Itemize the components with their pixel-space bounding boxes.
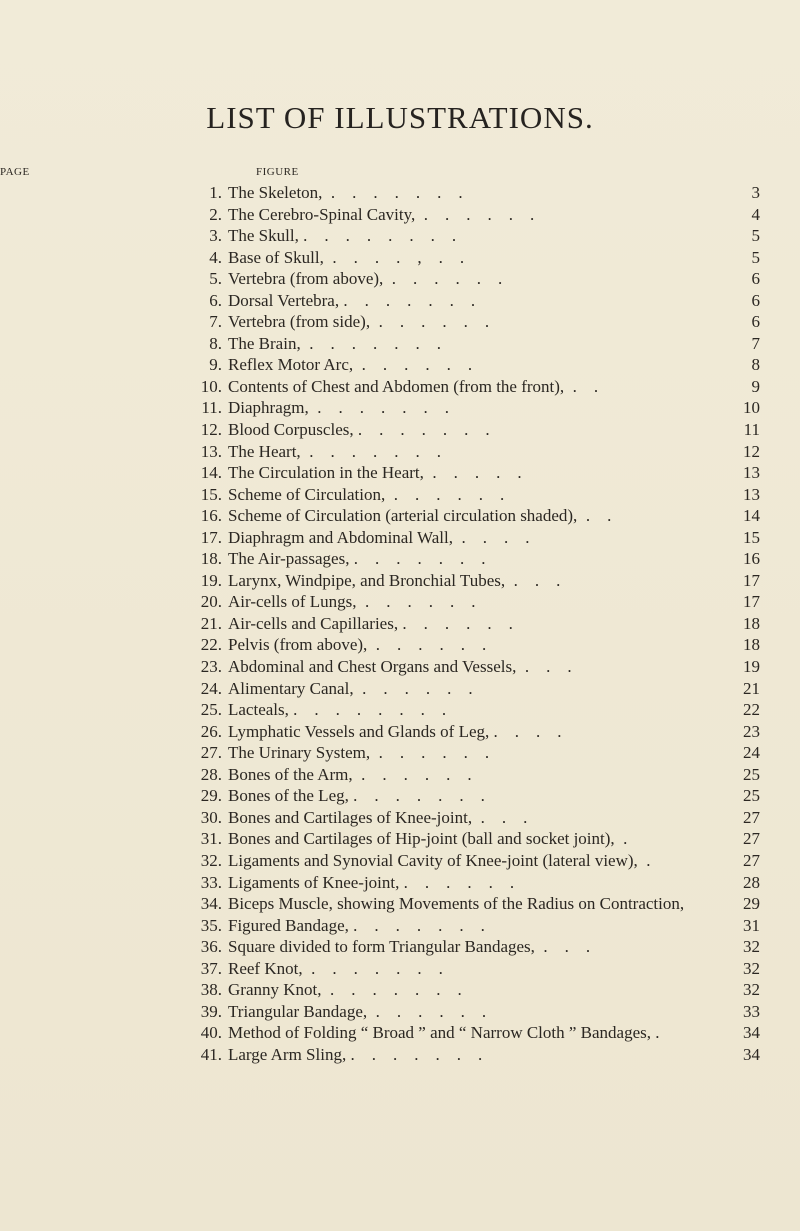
figure-title: Lacteals, . — [228, 700, 298, 720]
figure-number: 24. — [200, 678, 222, 698]
list-item — [0, 290, 800, 312]
leader-dots: . . — [577, 506, 612, 526]
list-item — [0, 785, 800, 807]
figure-title: Alimentary Canal, — [228, 678, 354, 698]
list-item — [0, 936, 800, 958]
figure-label — [228, 268, 754, 290]
figure-number: 6. — [209, 290, 222, 310]
figure-title: The Urinary System, — [228, 743, 371, 763]
figure-label — [228, 548, 754, 570]
figure-title: Blood Corpuscles, . — [228, 420, 363, 440]
figure-number: 28. — [200, 764, 222, 784]
figure-title: Diaphragm, — [228, 398, 309, 418]
figure-label — [228, 462, 754, 484]
figure-number: 2. — [209, 204, 222, 224]
figure-number: 1. — [209, 183, 222, 202]
list-item — [0, 613, 800, 635]
page-number: 25 — [743, 786, 760, 806]
page-number: 34 — [743, 1044, 760, 1064]
page-number: 8 — [751, 355, 760, 375]
leader-dots: . . . . . . . — [321, 980, 462, 1000]
figure-number: 38. — [200, 980, 222, 1000]
leader-dots: . . . . . . — [353, 678, 473, 698]
figure-title: Bones and Cartilages of Hip-joint (ball and socket joint), — [228, 829, 615, 849]
list-item — [0, 1001, 800, 1023]
list-item — [0, 721, 800, 743]
leader-dots: . . — [564, 376, 599, 396]
figure-number: 30. — [200, 807, 222, 827]
list-item — [0, 505, 800, 527]
leader-dots: . . . . . . . — [307, 226, 457, 246]
list-item — [0, 807, 800, 829]
list-item — [0, 958, 800, 980]
figure-number: 34. — [200, 894, 222, 914]
figure-label — [228, 1044, 754, 1066]
leader-dots: . . . . . . — [347, 290, 476, 310]
figure-number: 21. — [200, 613, 222, 633]
figure-number: 18. — [200, 549, 222, 569]
figure-number: 22. — [200, 635, 222, 655]
figure-label — [228, 721, 754, 743]
list-item — [0, 828, 800, 850]
list-item — [0, 570, 800, 592]
page-number: 23 — [743, 721, 760, 741]
figure-title: Base of Skull, — [228, 247, 324, 267]
page-number: 34 — [743, 1023, 760, 1043]
page-number: 16 — [743, 549, 760, 569]
page-number: 18 — [743, 635, 760, 655]
figure-title: Vertebra (from above), — [228, 269, 384, 289]
figure-title: Large Arm Sling, . — [228, 1044, 355, 1064]
leader-dots: . . . . . . — [357, 915, 485, 935]
figure-title: Contents of Chest and Abdomen (from the front), — [228, 376, 565, 396]
figure-number: 10. — [200, 376, 222, 396]
leader-dots: . . . . . . — [356, 592, 476, 612]
figure-number: 7. — [209, 312, 222, 332]
figure-label — [228, 484, 754, 506]
figure-label — [228, 785, 754, 807]
leader-dots: . . . — [516, 657, 572, 677]
figure-label — [228, 764, 754, 786]
leader-dots: . . . . — [452, 527, 530, 547]
leader-dots: . . . . . . . — [308, 398, 449, 418]
figure-title: Scheme of Circulation, — [228, 484, 386, 504]
figure-label — [228, 613, 754, 635]
figure-label — [228, 872, 754, 894]
leader-dots: . . . — [505, 570, 561, 590]
figure-label — [228, 441, 754, 463]
leader-dots: . . . . , . . — [323, 247, 465, 267]
page-number: 22 — [743, 700, 760, 720]
leader-dots: . . . . . . . — [300, 333, 441, 353]
leader-dots: . . . . . — [407, 872, 515, 892]
figure-number: 41. — [200, 1044, 222, 1064]
leader-dots: . . . . . . . — [322, 183, 463, 202]
figure-title: Scheme of Circulation (arterial circulation shaded), — [228, 506, 578, 526]
figure-label — [228, 225, 754, 247]
figure-label — [228, 247, 754, 269]
leader-dots: . . . . . . — [383, 269, 503, 289]
figure-label — [228, 828, 754, 850]
figure-number: 14. — [200, 463, 222, 483]
figure-title: Figured Bandage, . — [228, 915, 358, 935]
page-number: 15 — [743, 527, 760, 547]
page-number: 3 — [751, 183, 760, 202]
leader-dots: . . . . . . — [370, 743, 490, 763]
figure-number: 37. — [200, 958, 222, 978]
figure-number: 13. — [200, 441, 222, 461]
figure-label — [228, 290, 754, 312]
figure-label — [228, 397, 754, 419]
figure-number: 5. — [209, 269, 222, 289]
figure-title: Granny Knot, — [228, 980, 322, 1000]
leader-dots: . . . . . . — [370, 312, 490, 332]
figure-number: 17. — [200, 527, 222, 547]
page-number: 32 — [743, 980, 760, 1000]
figure-title: Reef Knot, — [228, 958, 303, 978]
page-number: 27 — [743, 807, 760, 827]
list-item — [0, 979, 800, 1001]
figure-title: The Skull, . — [228, 226, 308, 246]
list-item — [0, 1044, 800, 1066]
leader-dots: . . . . . . — [352, 764, 472, 784]
page-number: 9 — [751, 376, 760, 396]
figure-number: 9. — [209, 355, 222, 375]
figure-number: 32. — [200, 850, 222, 870]
leader-dots: . . . . . — [423, 463, 522, 483]
figure-number: 35. — [200, 915, 222, 935]
page-number: 5 — [751, 226, 760, 246]
leader-dots: . . . . . . — [415, 204, 535, 224]
figure-title: The Air-passages, . — [228, 549, 358, 569]
leader-dots: . . . . . . — [353, 355, 473, 375]
figure-column-header: FIGURE — [256, 166, 299, 178]
list-item — [0, 591, 800, 613]
page-number: 4 — [751, 204, 760, 224]
leader-dots: . . . — [472, 807, 528, 827]
leader-dots: . — [637, 850, 651, 870]
leader-dots: . — [614, 829, 628, 849]
figure-label — [228, 311, 754, 333]
figure-number: 26. — [200, 721, 222, 741]
figure-label — [228, 656, 754, 678]
page-column-header: PAGE — [0, 166, 30, 178]
figure-title: Bones of the Arm, — [228, 764, 353, 784]
figure-title: Square divided to form Triangular Bandages, — [228, 937, 535, 957]
leader-dots: . . . . . . — [357, 549, 486, 569]
figure-title: The Cerebro-Spinal Cavity, — [228, 204, 416, 224]
list-item — [0, 225, 800, 247]
page-number: 27 — [743, 850, 760, 870]
page-number: 31 — [743, 915, 760, 935]
list-item — [0, 182, 800, 204]
figure-number: 4. — [209, 247, 222, 267]
figure-title: The Skeleton, — [228, 183, 323, 202]
leader-dots: . . . . . . — [385, 484, 505, 504]
list-item — [0, 656, 800, 678]
figure-title: The Circulation in the Heart, — [228, 463, 424, 483]
page-number: 6 — [751, 312, 760, 332]
figure-label — [228, 958, 754, 980]
page-number: 25 — [743, 764, 760, 784]
figure-number: 27. — [200, 743, 222, 763]
figure-title: Ligaments and Synovial Cavity of Knee-joint (lateral view), — [228, 850, 638, 870]
page-number: 27 — [743, 829, 760, 849]
list-item — [0, 311, 800, 333]
page-title: LIST OF ILLUSTRATIONS. — [206, 100, 594, 135]
list-item — [0, 247, 800, 269]
figure-title: Vertebra (from side), — [228, 312, 371, 332]
figure-title: Diaphragm and Abdominal Wall, — [228, 527, 453, 547]
figure-label — [228, 979, 754, 1001]
figure-label — [228, 915, 754, 937]
figure-title: Lymphatic Vessels and Glands of Leg, . — [228, 721, 498, 741]
figure-title: Triangular Bandage, — [228, 1001, 368, 1021]
figure-label — [228, 807, 754, 829]
page-number: 33 — [743, 1001, 760, 1021]
page-number: 11 — [743, 420, 760, 440]
page-number: 6 — [751, 290, 760, 310]
figure-label — [228, 893, 754, 915]
list-item — [0, 678, 800, 700]
figure-label — [228, 1022, 754, 1044]
figure-label — [228, 850, 754, 872]
figure-number: 23. — [200, 657, 222, 677]
page-number: 18 — [743, 613, 760, 633]
figure-number: 16. — [200, 506, 222, 526]
leader-dots: . . . . . . — [367, 1001, 487, 1021]
figure-title: Air-cells of Lungs, — [228, 592, 357, 612]
figure-number: 36. — [200, 937, 222, 957]
page-number: 21 — [743, 678, 760, 698]
figure-title: Dorsal Vertebra, . — [228, 290, 348, 310]
figure-number: 3. — [209, 226, 222, 246]
list-item — [0, 484, 800, 506]
leader-dots: . . . . . . . — [300, 441, 441, 461]
figure-number: 12. — [200, 420, 222, 440]
page-number: 28 — [743, 872, 760, 892]
figure-number: 33. — [200, 872, 222, 892]
list-item — [0, 462, 800, 484]
list-item — [0, 634, 800, 656]
figure-label — [228, 570, 754, 592]
list-item — [0, 441, 800, 463]
figure-label — [228, 182, 754, 204]
illustrations-list — [0, 182, 800, 1065]
page-number: 13 — [743, 484, 760, 504]
list-item — [0, 548, 800, 570]
leader-dots: . . . . . . — [354, 1044, 483, 1064]
figure-title: Air-cells and Capillaries, . — [228, 613, 407, 633]
figure-label — [228, 634, 754, 656]
figure-title: Larynx, Windpipe, and Bronchial Tubes, — [228, 570, 506, 590]
page-number: 7 — [751, 333, 760, 353]
figure-label — [228, 699, 754, 721]
list-item — [0, 268, 800, 290]
figure-title: Biceps Muscle, showing Movements of the Radius on Contraction, — [228, 894, 685, 914]
page-number: 32 — [743, 937, 760, 957]
figure-number: 25. — [200, 700, 222, 720]
leader-dots: . . . . . . . — [297, 700, 447, 720]
figure-title: Reflex Motor Arc, — [228, 355, 354, 375]
page-number: 10 — [743, 398, 760, 418]
figure-number: 20. — [200, 592, 222, 612]
figure-label — [228, 204, 754, 226]
leader-dots: . . . . . . — [367, 635, 487, 655]
leader-dots: . . . . . — [406, 613, 513, 633]
figure-label — [228, 591, 754, 613]
figure-label — [228, 1001, 754, 1023]
figure-label — [228, 354, 754, 376]
leader-dots: . . . . . . — [357, 786, 485, 806]
page-number: 17 — [743, 592, 760, 612]
figure-number: 8. — [209, 333, 222, 353]
leader-dots: . . . . . . . — [302, 958, 443, 978]
figure-number: 39. — [200, 1001, 222, 1021]
figure-title: The Brain, — [228, 333, 301, 353]
figure-title: Bones and Cartilages of Knee-joint, — [228, 807, 473, 827]
page-number: 24 — [743, 743, 760, 763]
list-item — [0, 872, 800, 894]
figure-label — [228, 376, 754, 398]
figure-number: 19. — [200, 570, 222, 590]
list-item — [0, 850, 800, 872]
list-item — [0, 915, 800, 937]
list-item — [0, 397, 800, 419]
figure-title: Bones of the Leg, . — [228, 786, 358, 806]
figure-title: Ligaments of Knee-joint, . — [228, 872, 408, 892]
figure-label — [228, 678, 754, 700]
leader-dots: . . . . . . — [362, 420, 490, 440]
leader-dots: . . . — [534, 937, 591, 957]
page-number: 6 — [751, 269, 760, 289]
figure-label — [228, 936, 754, 958]
list-item — [0, 204, 800, 226]
figure-number: 29. — [200, 786, 222, 806]
figure-label — [228, 333, 754, 355]
list-item — [0, 354, 800, 376]
list-item — [0, 419, 800, 441]
page-number: 13 — [743, 463, 760, 483]
page-number: 32 — [743, 958, 760, 978]
figure-title: Abdominal and Chest Organs and Vessels, — [228, 657, 517, 677]
list-item — [0, 527, 800, 549]
list-item — [0, 893, 800, 915]
figure-number: 15. — [200, 484, 222, 504]
figure-label — [228, 742, 754, 764]
figure-number: 11. — [201, 398, 222, 418]
page-number: 17 — [743, 570, 760, 590]
figure-title: The Heart, — [228, 441, 301, 461]
list-item — [0, 1022, 800, 1044]
page-number: 5 — [751, 247, 760, 267]
page-number: 29 — [743, 894, 760, 914]
figure-number: 31. — [200, 829, 222, 849]
page-number: 14 — [743, 506, 760, 526]
page-number: 12 — [743, 441, 760, 461]
list-item — [0, 699, 800, 721]
list-item — [0, 764, 800, 786]
list-item — [0, 376, 800, 398]
page-number: 19 — [743, 657, 760, 677]
figure-title: Pelvis (from above), — [228, 635, 368, 655]
list-item — [0, 742, 800, 764]
figure-number: 40. — [200, 1023, 222, 1043]
list-item — [0, 333, 800, 355]
figure-label — [228, 527, 754, 549]
figure-label — [228, 505, 754, 527]
figure-title: Method of Folding “ Broad ” and “ Narrow Cloth ” Bandages, . — [228, 1023, 660, 1043]
leader-dots: . . . — [497, 721, 562, 741]
figure-label — [228, 419, 754, 441]
